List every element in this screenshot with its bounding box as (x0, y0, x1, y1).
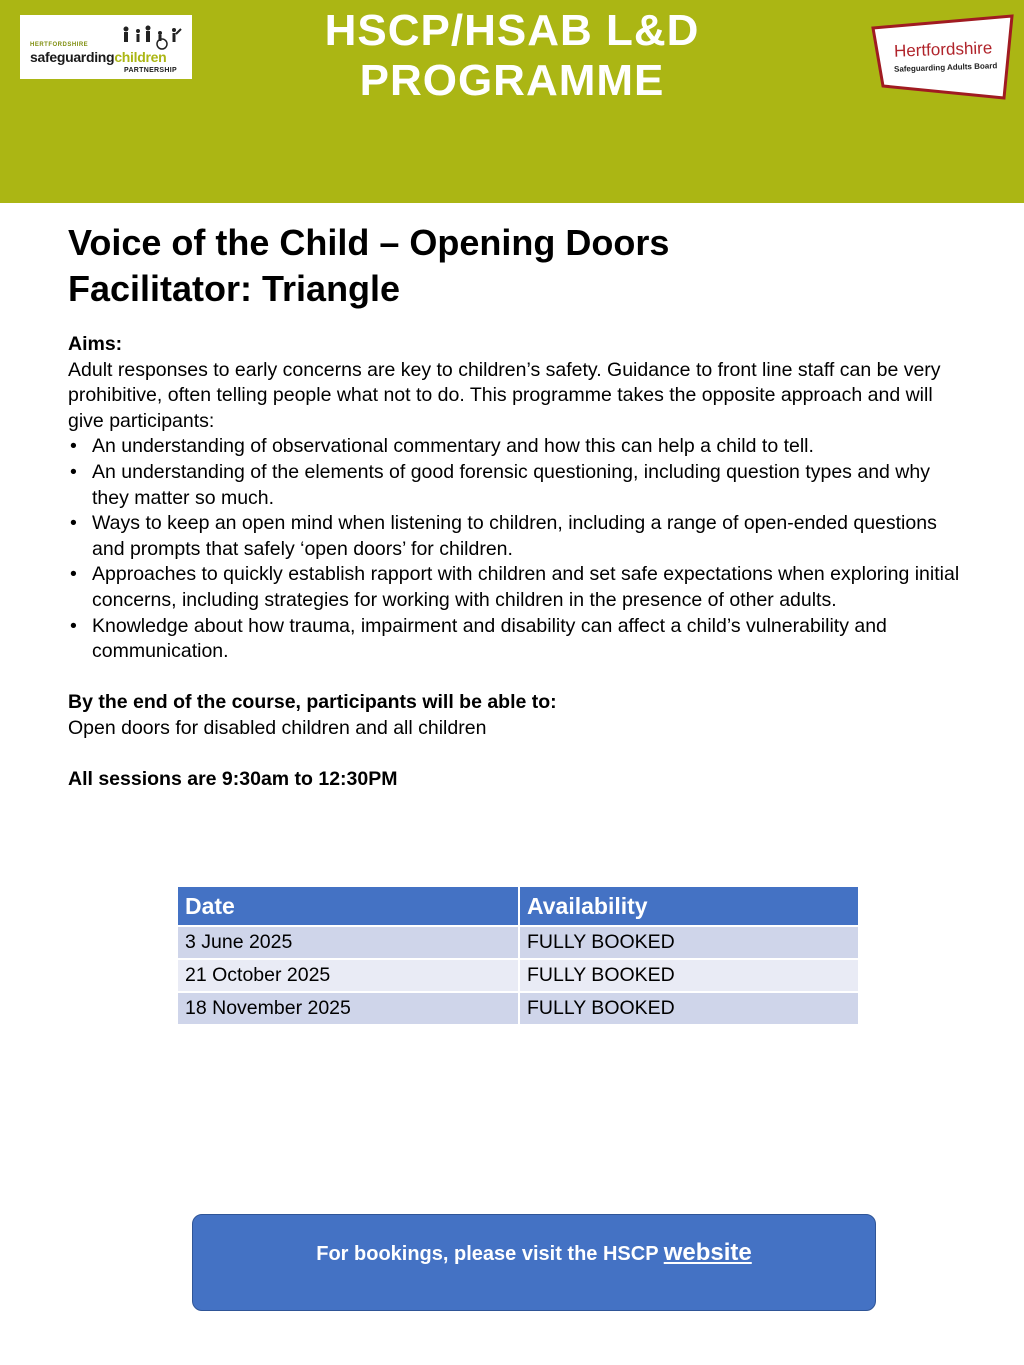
table-row (178, 992, 859, 1024)
course-heading (68, 220, 669, 312)
table-header-row (178, 887, 859, 926)
date-column-header: Date (178, 887, 519, 926)
hertfordshire-safeguarding-adults-board-logo (870, 14, 1016, 100)
sessions-note: All sessions are 9:30am to 12:30PM (68, 768, 398, 791)
booking-line (193, 1239, 875, 1267)
session-availability: FULLY BOOKED (519, 959, 859, 992)
page-title-line2: PROGRAMME (359, 56, 665, 105)
session-date: 18 November 2025 (178, 992, 519, 1024)
session-availability: FULLY BOOKED (519, 992, 859, 1024)
hsab-logo-name: Hertfordshire (893, 38, 993, 61)
aims-list-item: • Approaches to quickly establish rapport with children and set safe expectations when exploring initial concerns, including strategies for working with children in the presence of other adults. (68, 562, 968, 613)
session-date: 3 June 2025 (178, 926, 519, 959)
aims-list-item: • Knowledge about how trauma, impairment and disability can affect a child’s vulnerability and communication. (68, 614, 968, 665)
logo-word-safeguarding: safeguarding (30, 49, 115, 65)
outcomes-label: By the end of the course, participants will be able to: (68, 691, 557, 714)
spacer (68, 742, 968, 768)
table-row (178, 959, 859, 992)
hsab-logo-subtitle: Safeguarding Adults Board (893, 61, 998, 74)
safeguarding-children-partnership-logo (20, 15, 192, 79)
course-facilitator: Facilitator: Triangle (68, 268, 401, 309)
hscp-website-link[interactable]: website (663, 1239, 752, 1266)
page-title-line1: HSCP/HSAB L&D (324, 6, 700, 55)
aims-list (68, 434, 968, 664)
table-row (178, 926, 859, 959)
aims-list-item: • Ways to keep an open mind when listening to children, including a range of open-ended questions and prompts that safely ‘open doors’ for children. (68, 511, 968, 562)
family-figures-icon (118, 25, 188, 51)
logo-county-text: HERTFORDSHIRE (30, 42, 89, 48)
logo-wordmark (30, 49, 166, 65)
aims-list-item: • An understanding of observational commentary and how this can help a child to tell. (68, 434, 968, 460)
spacer (68, 665, 968, 691)
course-title: Voice of the Child – Opening Doors (68, 222, 670, 263)
outcomes-text: Open doors for disabled children and all children (68, 716, 487, 739)
aims-label: Aims: (68, 333, 123, 355)
availability-column-header: Availability (519, 887, 859, 926)
course-description (68, 332, 968, 793)
page-title (200, 6, 824, 106)
booking-info-box (192, 1214, 876, 1311)
logo-word-children: children (114, 49, 167, 65)
logo-partnership-text: PARTNERSHIP (124, 67, 177, 74)
session-date: 21 October 2025 (178, 959, 519, 992)
booking-text: For bookings, please visit the HSCP (316, 1243, 659, 1265)
aims-list-item: • An understanding of the elements of good forensic questioning, including question types and why they matter so much. (68, 460, 968, 511)
session-availability: FULLY BOOKED (519, 926, 859, 959)
aims-intro: Adult responses to early concerns are key to children’s safety. Guidance to front line staff can be very prohibitive, often telling people what not to do. This programme takes the opposite approach and will give participants: (68, 358, 941, 432)
session-dates-table (178, 887, 860, 1024)
